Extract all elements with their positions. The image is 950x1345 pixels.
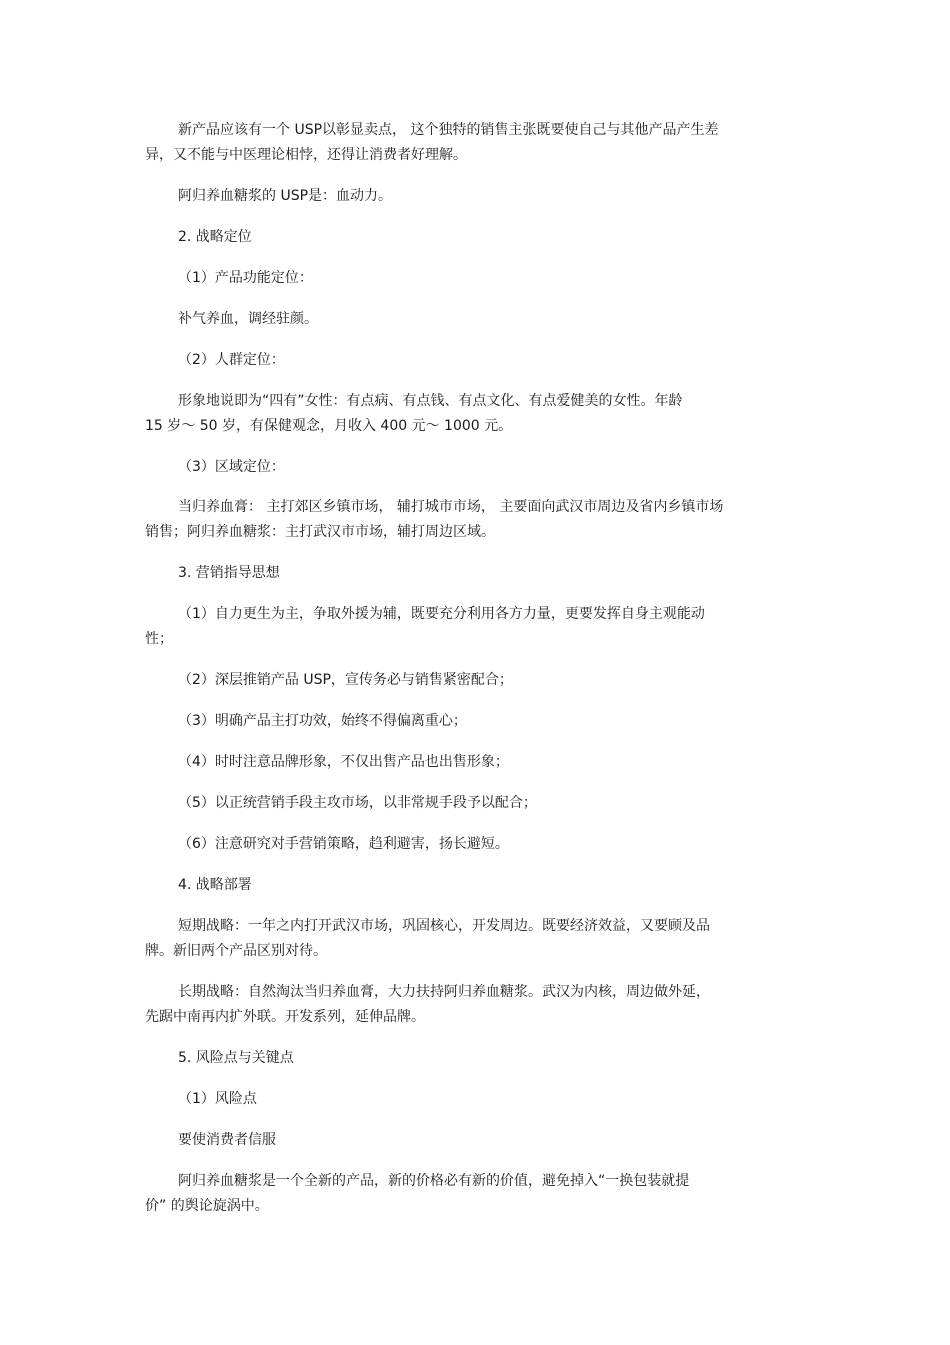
subheading-region-positioning: （3）区域定位：: [178, 459, 285, 475]
subheading-audience-positioning: （2）人群定位：: [178, 352, 285, 368]
long-term-strategy-line-1: 长期战略：自然淘汰当归养血膏，大力扶持阿归养血糖浆。武汉为内核，周边做外延，: [178, 984, 710, 1000]
guideline-1-line-2: 性；: [145, 631, 173, 647]
short-term-strategy-line-2: 牌。新旧两个产品区别对待。: [145, 943, 327, 959]
paragraph-audience-line-2: 15 岁～ 50 岁，有保健观念，月收入 400 元～ 1000 元。: [145, 418, 513, 434]
section-heading-4: 4. 战略部署: [178, 877, 252, 893]
paragraph-new-product-line-1: 阿归养血糖浆是一个全新的产品，新的价格必有新的价值，避免掉入“一换包装就提: [178, 1173, 690, 1189]
paragraph-new-product-line-2: 价” 的舆论旋涡中。: [145, 1198, 269, 1214]
guideline-2: （2）深层推销产品 USP，宣传务必与销售紧密配合；: [178, 672, 513, 688]
paragraph-region-line-2: 销售；阿归养血糖浆：主打武汉市市场，辅打周边区域。: [145, 524, 495, 540]
guideline-3: （3）明确产品主打功效，始终不得偏离重心；: [178, 713, 467, 729]
guideline-5: （5）以正统营销手段主攻市场，以非常规手段予以配合；: [178, 795, 537, 811]
subheading-function-positioning: （1）产品功能定位：: [178, 270, 313, 286]
paragraph-usp-line-2: 异，又不能与中医理论相悖，还得让消费者好理解。: [145, 147, 467, 163]
guideline-6: （6）注意研究对手营销策略，趋利避害，扬长避短。: [178, 836, 509, 852]
paragraph-function: 补气养血，调经驻颜。: [178, 311, 318, 327]
paragraph-usp-statement: 阿归养血糖浆的 USP是：血动力。: [178, 188, 393, 204]
paragraph-convince-consumers: 要使消费者信服: [178, 1132, 276, 1148]
section-heading-5: 5. 风险点与关键点: [178, 1050, 294, 1066]
section-heading-2: 2. 战略定位: [178, 229, 252, 245]
paragraph-usp-line-1: 新产品应该有一个 USP以彰显卖点， 这个独特的销售主张既要使自己与其他产品产生差: [178, 122, 719, 138]
short-term-strategy-line-1: 短期战略：一年之内打开武汉市场，巩固核心，开发周边。既要经济效益，又要顾及品: [178, 918, 710, 934]
guideline-1-line-1: （1）自力更生为主，争取外援为辅，既要充分利用各方力量，更要发挥自身主观能动: [178, 606, 705, 622]
paragraph-region-line-1: 当归养血膏： 主打郊区乡镇市场， 辅打城市市场， 主要面向武汉市周边及省内乡镇市场: [178, 499, 724, 515]
guideline-4: （4）时时注意品牌形象，不仅出售产品也出售形象；: [178, 754, 509, 770]
section-heading-3: 3. 营销指导思想: [178, 565, 280, 581]
long-term-strategy-line-2: 先踞中南再内扩外联。开发系列，延伸品牌。: [145, 1009, 425, 1025]
paragraph-audience-line-1: 形象地说即为“四有”女性：有点病、有点钱、有点文化、有点爱健美的女性。年龄: [178, 393, 683, 409]
subheading-risk-points: （1）风险点: [178, 1091, 257, 1107]
